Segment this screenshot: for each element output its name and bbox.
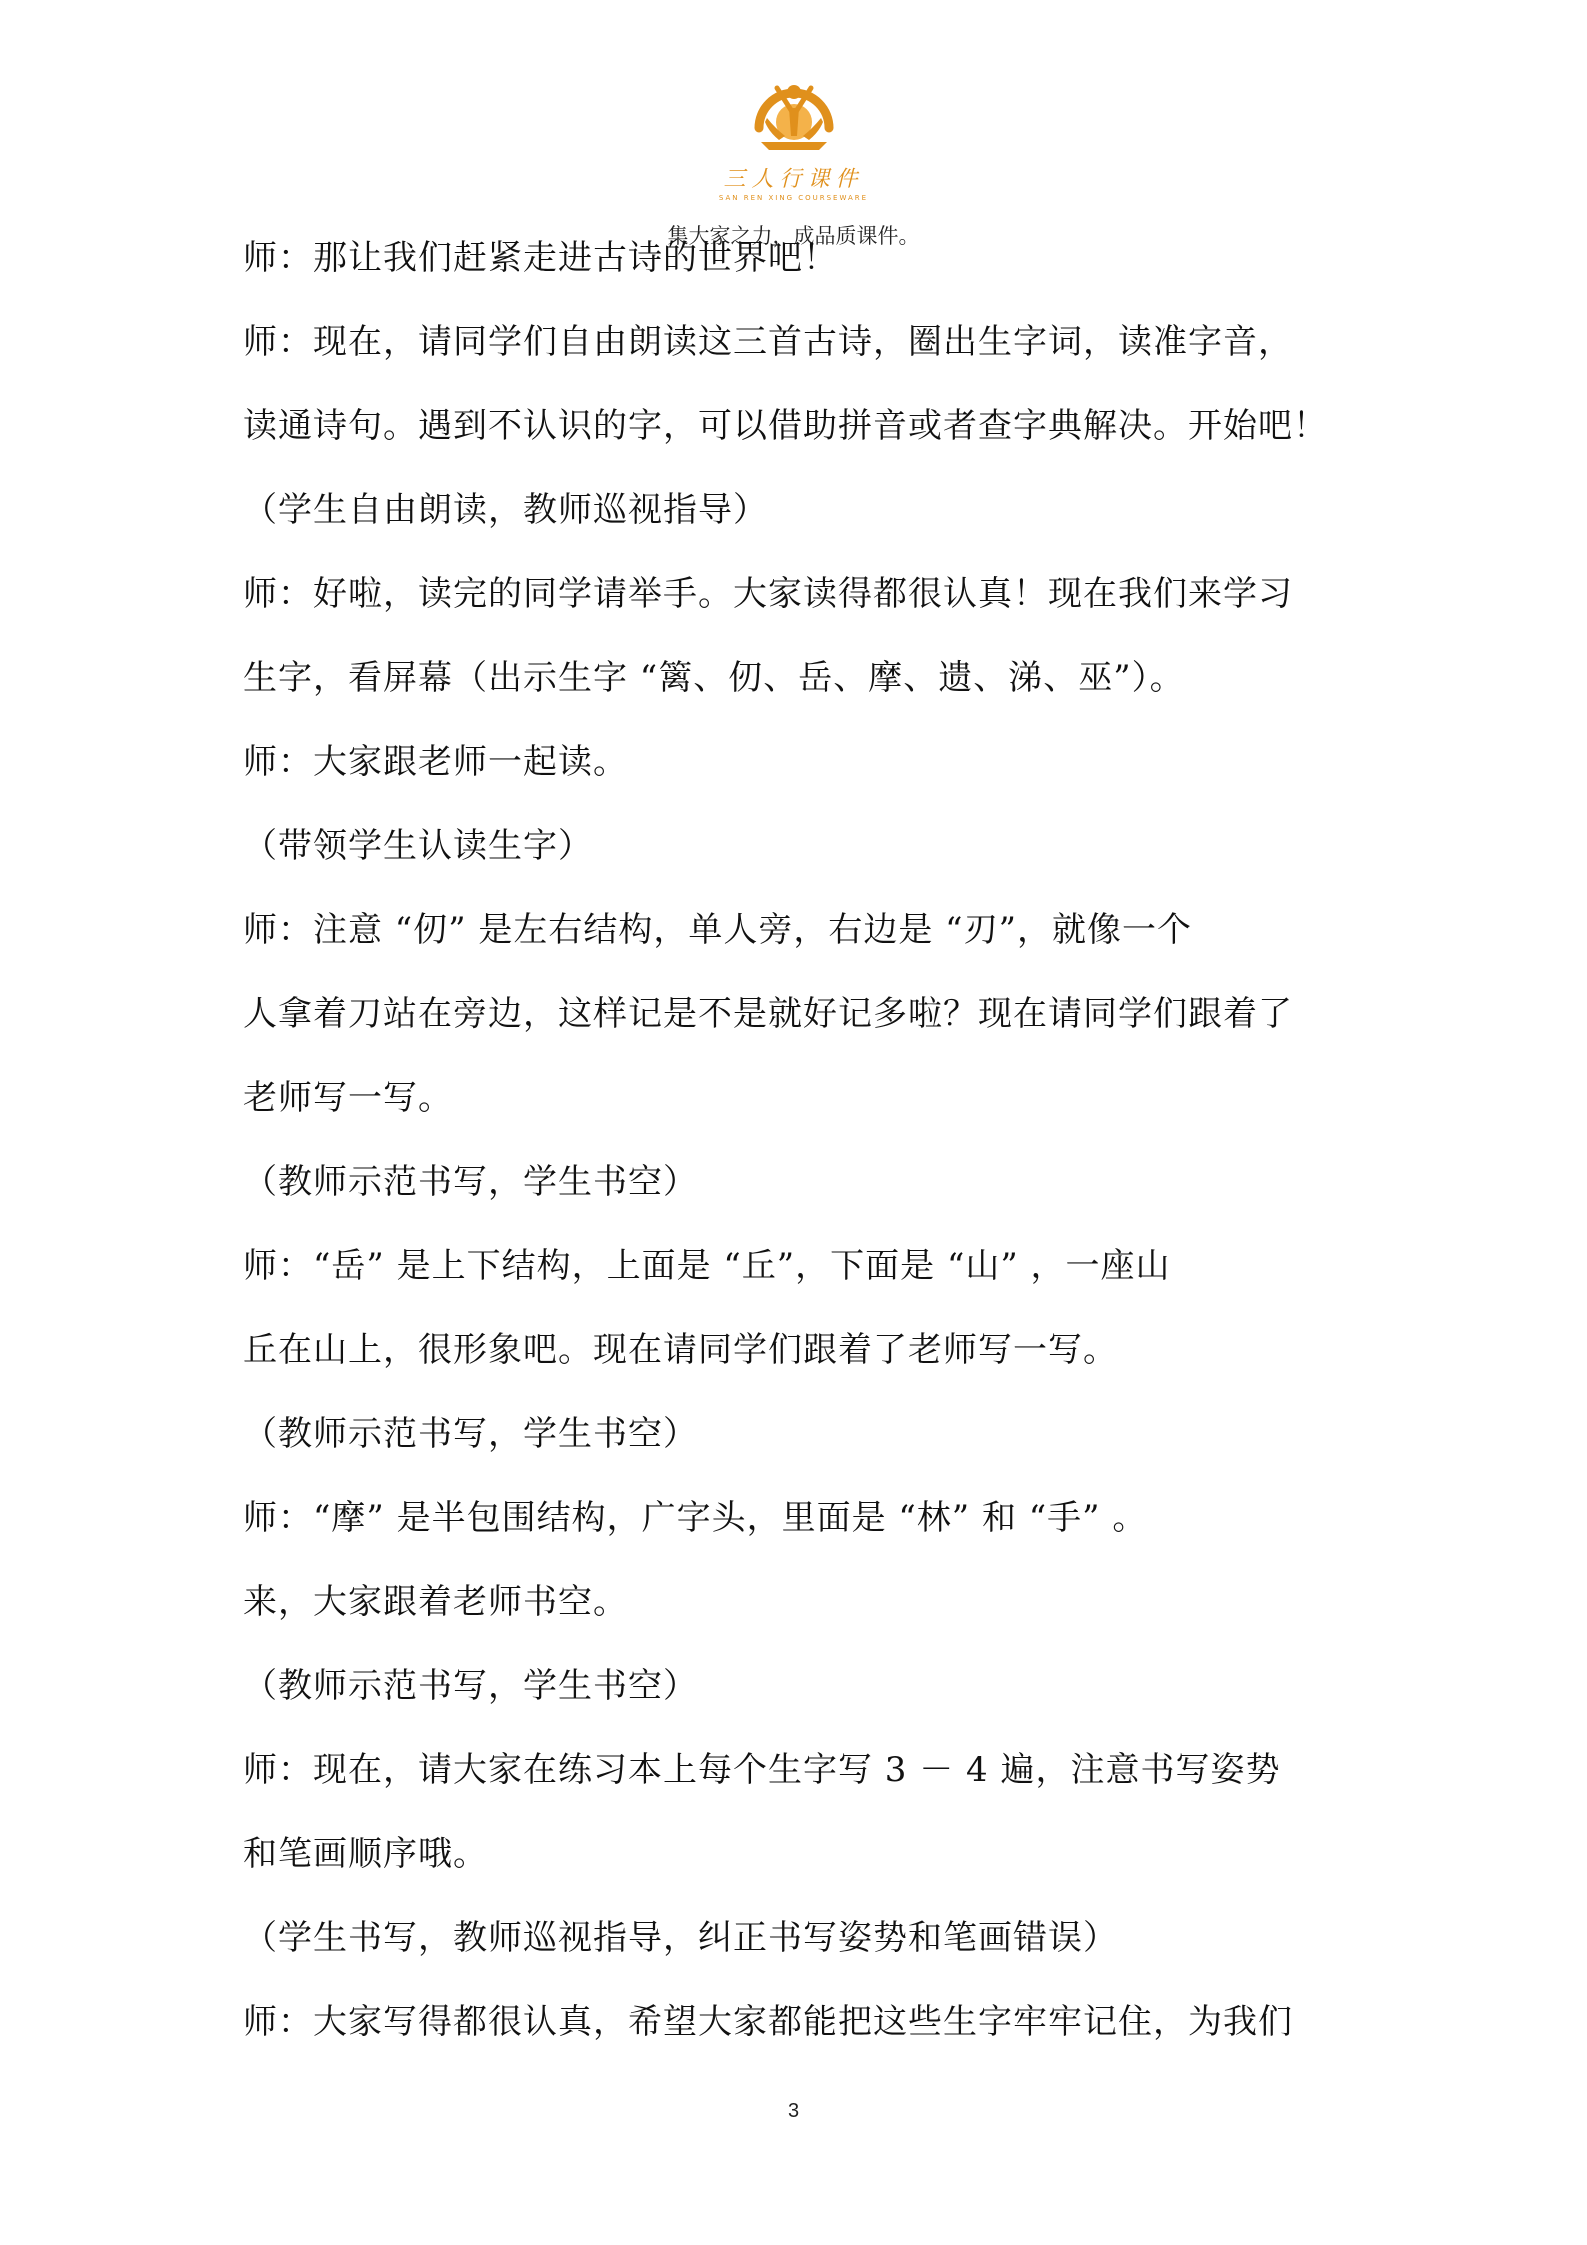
text-line: 师：现在，请同学们自由朗读这三首古诗，圈出生字词，读准字音， [243, 322, 1293, 362]
text-line: 师：“摩” 是半包围结构，广字头，里面是 “林” 和 “手” 。 [243, 1498, 1148, 1538]
text-line: （教师示范书写，学生书空） [243, 1162, 698, 1202]
text-line: 和笔画顺序哦。 [243, 1834, 488, 1874]
text-line: （学生书写，教师巡视指导，纠正书写姿势和笔画错误） [243, 1918, 1118, 1958]
text-line: 人拿着刀站在旁边，这样记是不是就好记多啦？现在请同学们跟着了 [243, 994, 1293, 1034]
text-line: 来，大家跟着老师书空。 [243, 1582, 628, 1622]
text-line: 师：大家写得都很认真，希望大家都能把这些生字牢牢记住，为我们 [243, 2002, 1293, 2042]
text-line: （带领学生认读生字） [243, 826, 593, 866]
text-line: （教师示范书写，学生书空） [243, 1666, 698, 1706]
people-sun-logo-icon [739, 70, 849, 160]
text-line: 师：注意 “仞” 是左右结构，单人旁，右边是 “刃”，就像一个 [243, 910, 1192, 950]
text-line: 读通诗句。遇到不认识的字，可以借助拼音或者查字典解决。开始吧！ [243, 406, 1328, 446]
text-line: 师：大家跟老师一起读。 [243, 742, 628, 782]
text-line: 师：好啦，读完的同学请举手。大家读得都很认真！现在我们来学习 [243, 574, 1293, 614]
logo-text: 三人行课件 [723, 167, 864, 192]
text-line: 师：那让我们赶紧走进古诗的世界吧！ [243, 238, 838, 278]
text-line: 师：“岳” 是上下结构，上面是 “丘”，下面是 “山” ，一座山 [243, 1246, 1171, 1286]
text-line: （教师示范书写，学生书空） [243, 1414, 698, 1454]
text-line: 丘在山上，很形象吧。现在请同学们跟着了老师写一写。 [243, 1330, 1118, 1370]
text-line: 师：现在，请大家在练习本上每个生字写 3 － 4 遍，注意书写姿势 [243, 1750, 1281, 1790]
page-number: 3 [787, 2100, 800, 2122]
text-line: （学生自由朗读，教师巡视指导） [243, 490, 768, 530]
header-tagline: 集大家之力，成品质课件。 [667, 224, 920, 248]
document-body [243, 216, 1353, 2064]
logo-subtext: SAN REN XING COURSEWARE [718, 194, 869, 202]
text-line: 老师写一写。 [243, 1078, 453, 1118]
text-line: 生字，看屏幕（出示生字 “篱、仞、岳、摩、遗、涕、巫”）。 [243, 658, 1185, 698]
